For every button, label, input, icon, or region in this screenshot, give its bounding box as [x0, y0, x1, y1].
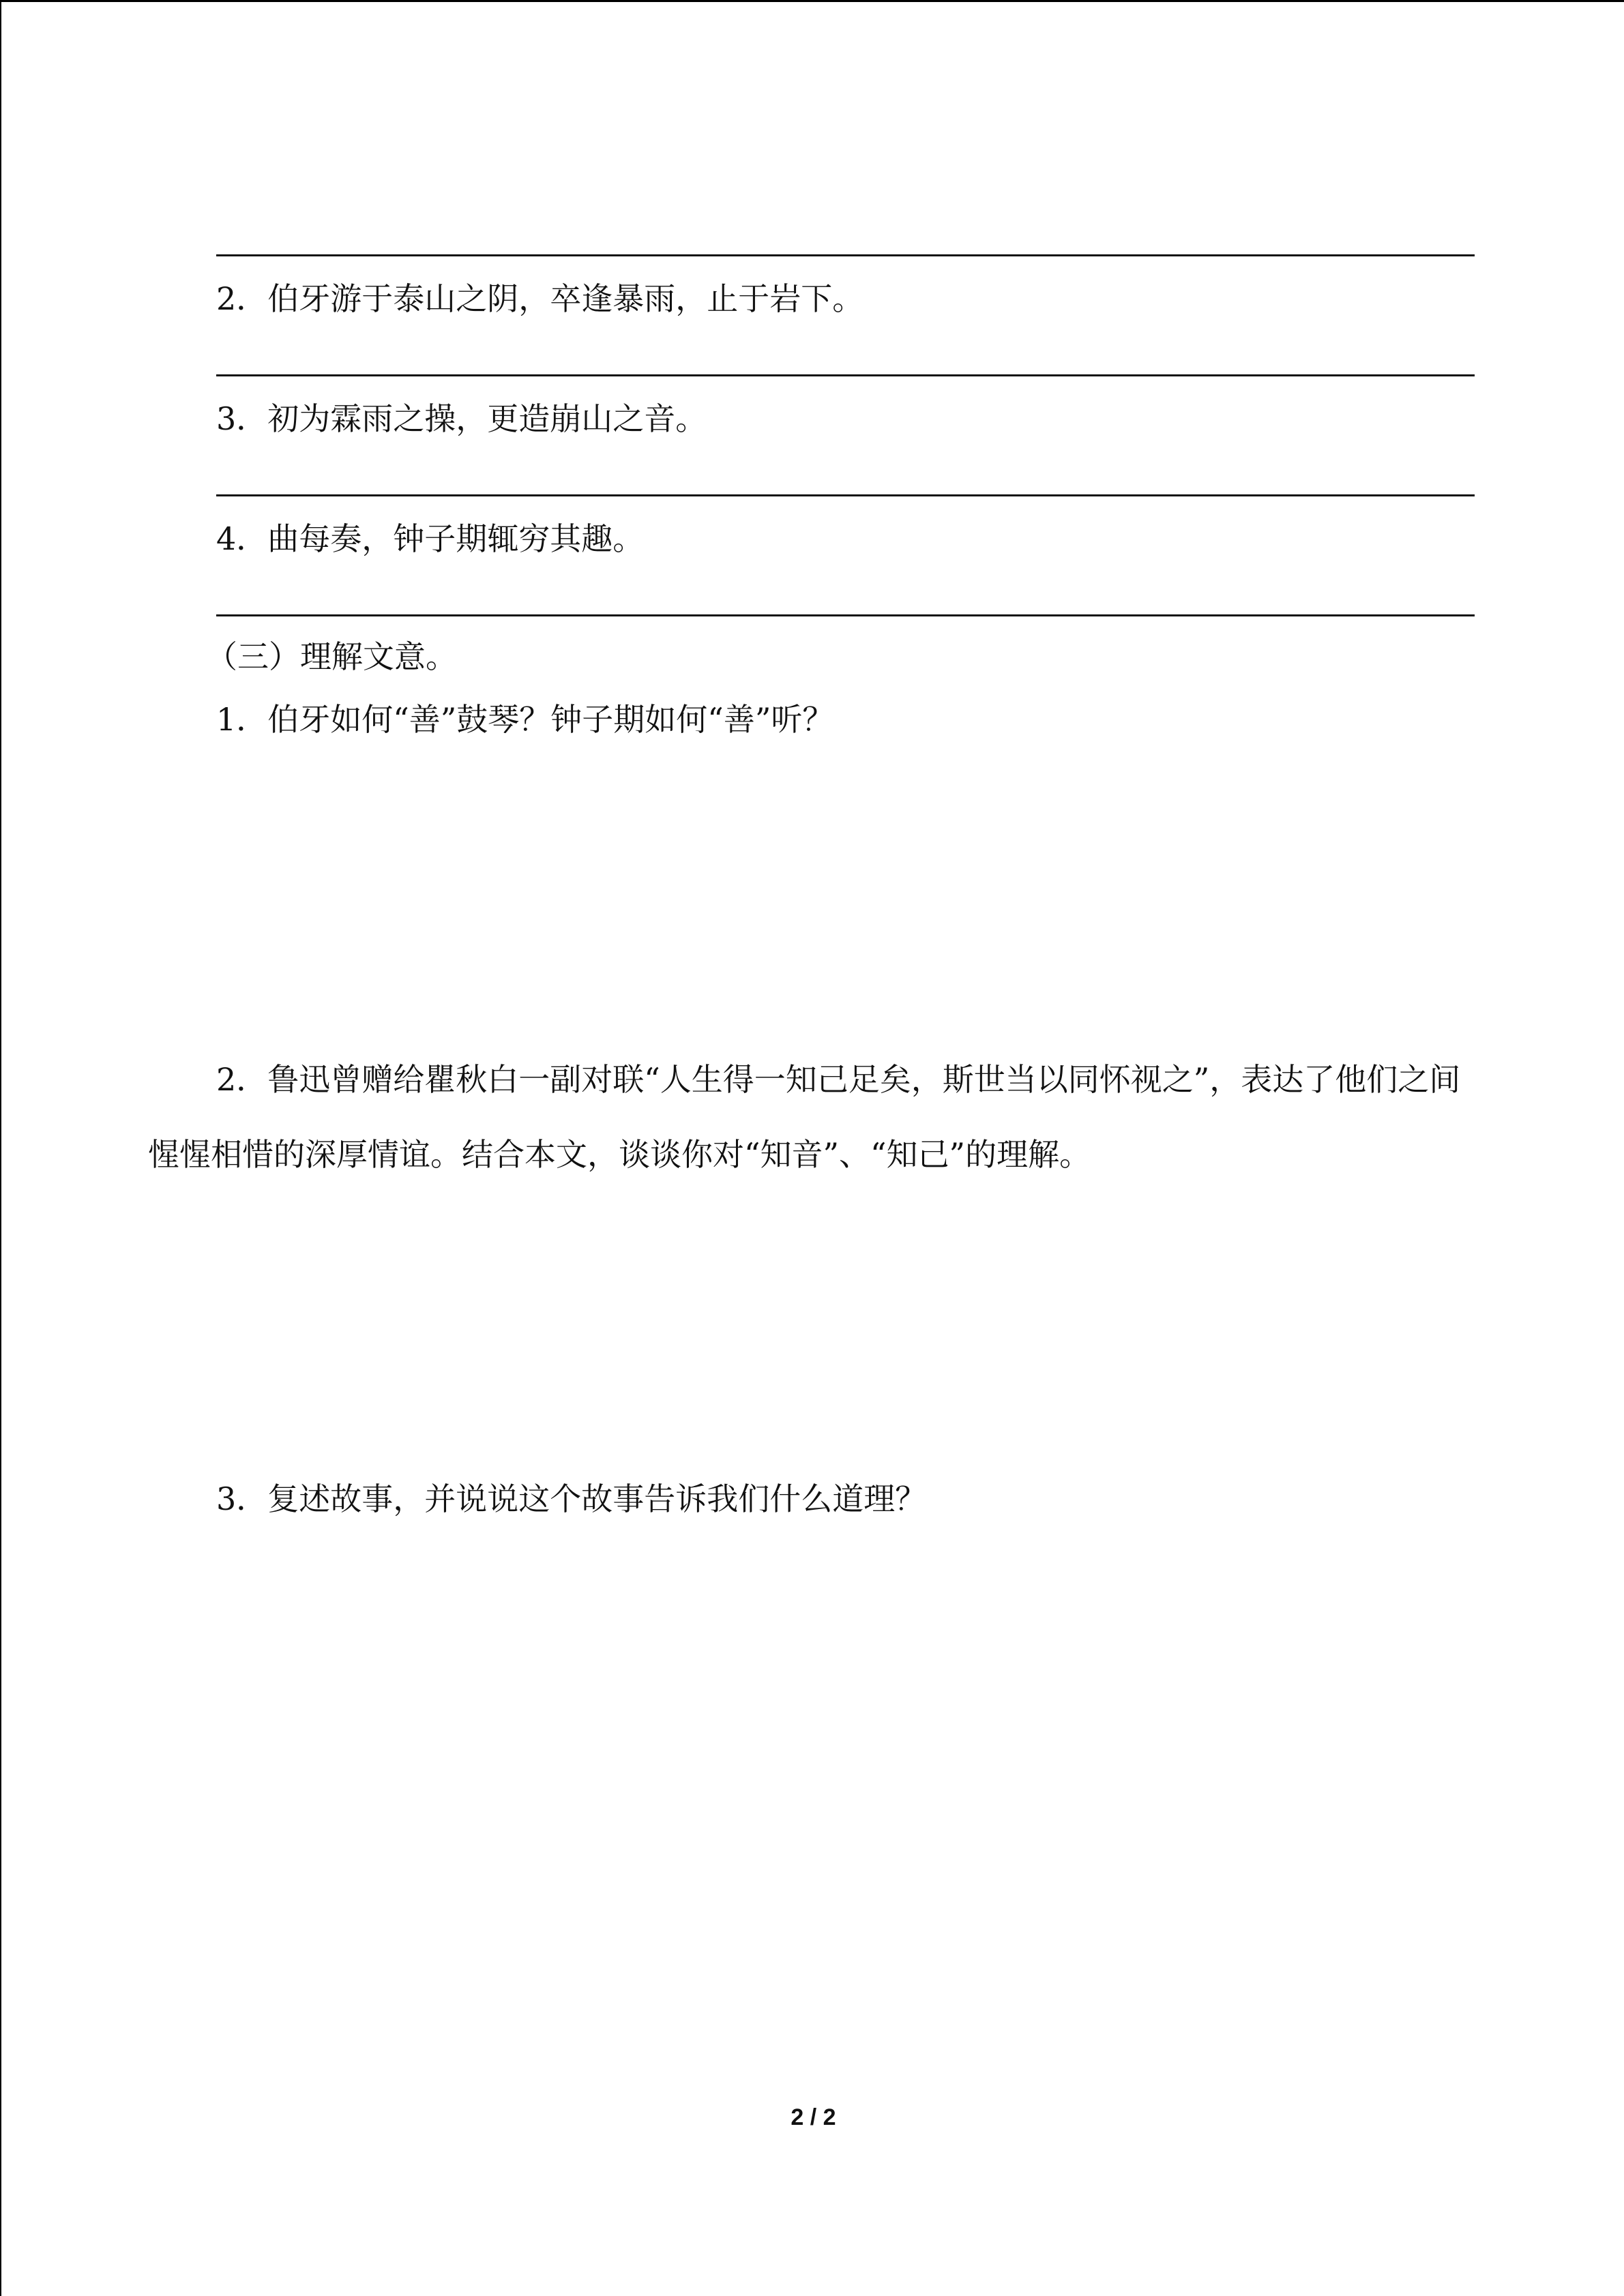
answer-line-4 — [216, 614, 1475, 616]
translation-item-4: 4．曲每奏，钟子期辄穷其趣。 — [216, 520, 645, 557]
page-number: 2 / 2 — [791, 2104, 836, 2130]
question-2: 2．鲁迅曾赠给瞿秋白一副对联“人生得一知己足矣，斯世当以同怀视之”，表达了他们之间惺惺相惜的深厚情谊。结合本文，谈谈你对“知音”、“知己”的理解。 — [148, 1061, 1461, 1173]
translation-item-3: 3．初为霖雨之操，更造崩山之音。 — [216, 400, 707, 437]
question-3: 3．复述故事，并说说这个故事告诉我们什么道理？ — [216, 1480, 927, 1517]
answer-line-1 — [216, 254, 1475, 256]
answer-line-3 — [216, 494, 1475, 496]
section-heading-comprehension: （三）理解文意。 — [206, 638, 457, 675]
translation-item-2: 2．伯牙游于泰山之阴，卒逢暴雨，止于岩下。 — [216, 280, 864, 317]
question-1: 1．伯牙如何“善”鼓琴？钟子期如何“善”听？ — [216, 701, 834, 738]
answer-line-2 — [216, 374, 1475, 376]
